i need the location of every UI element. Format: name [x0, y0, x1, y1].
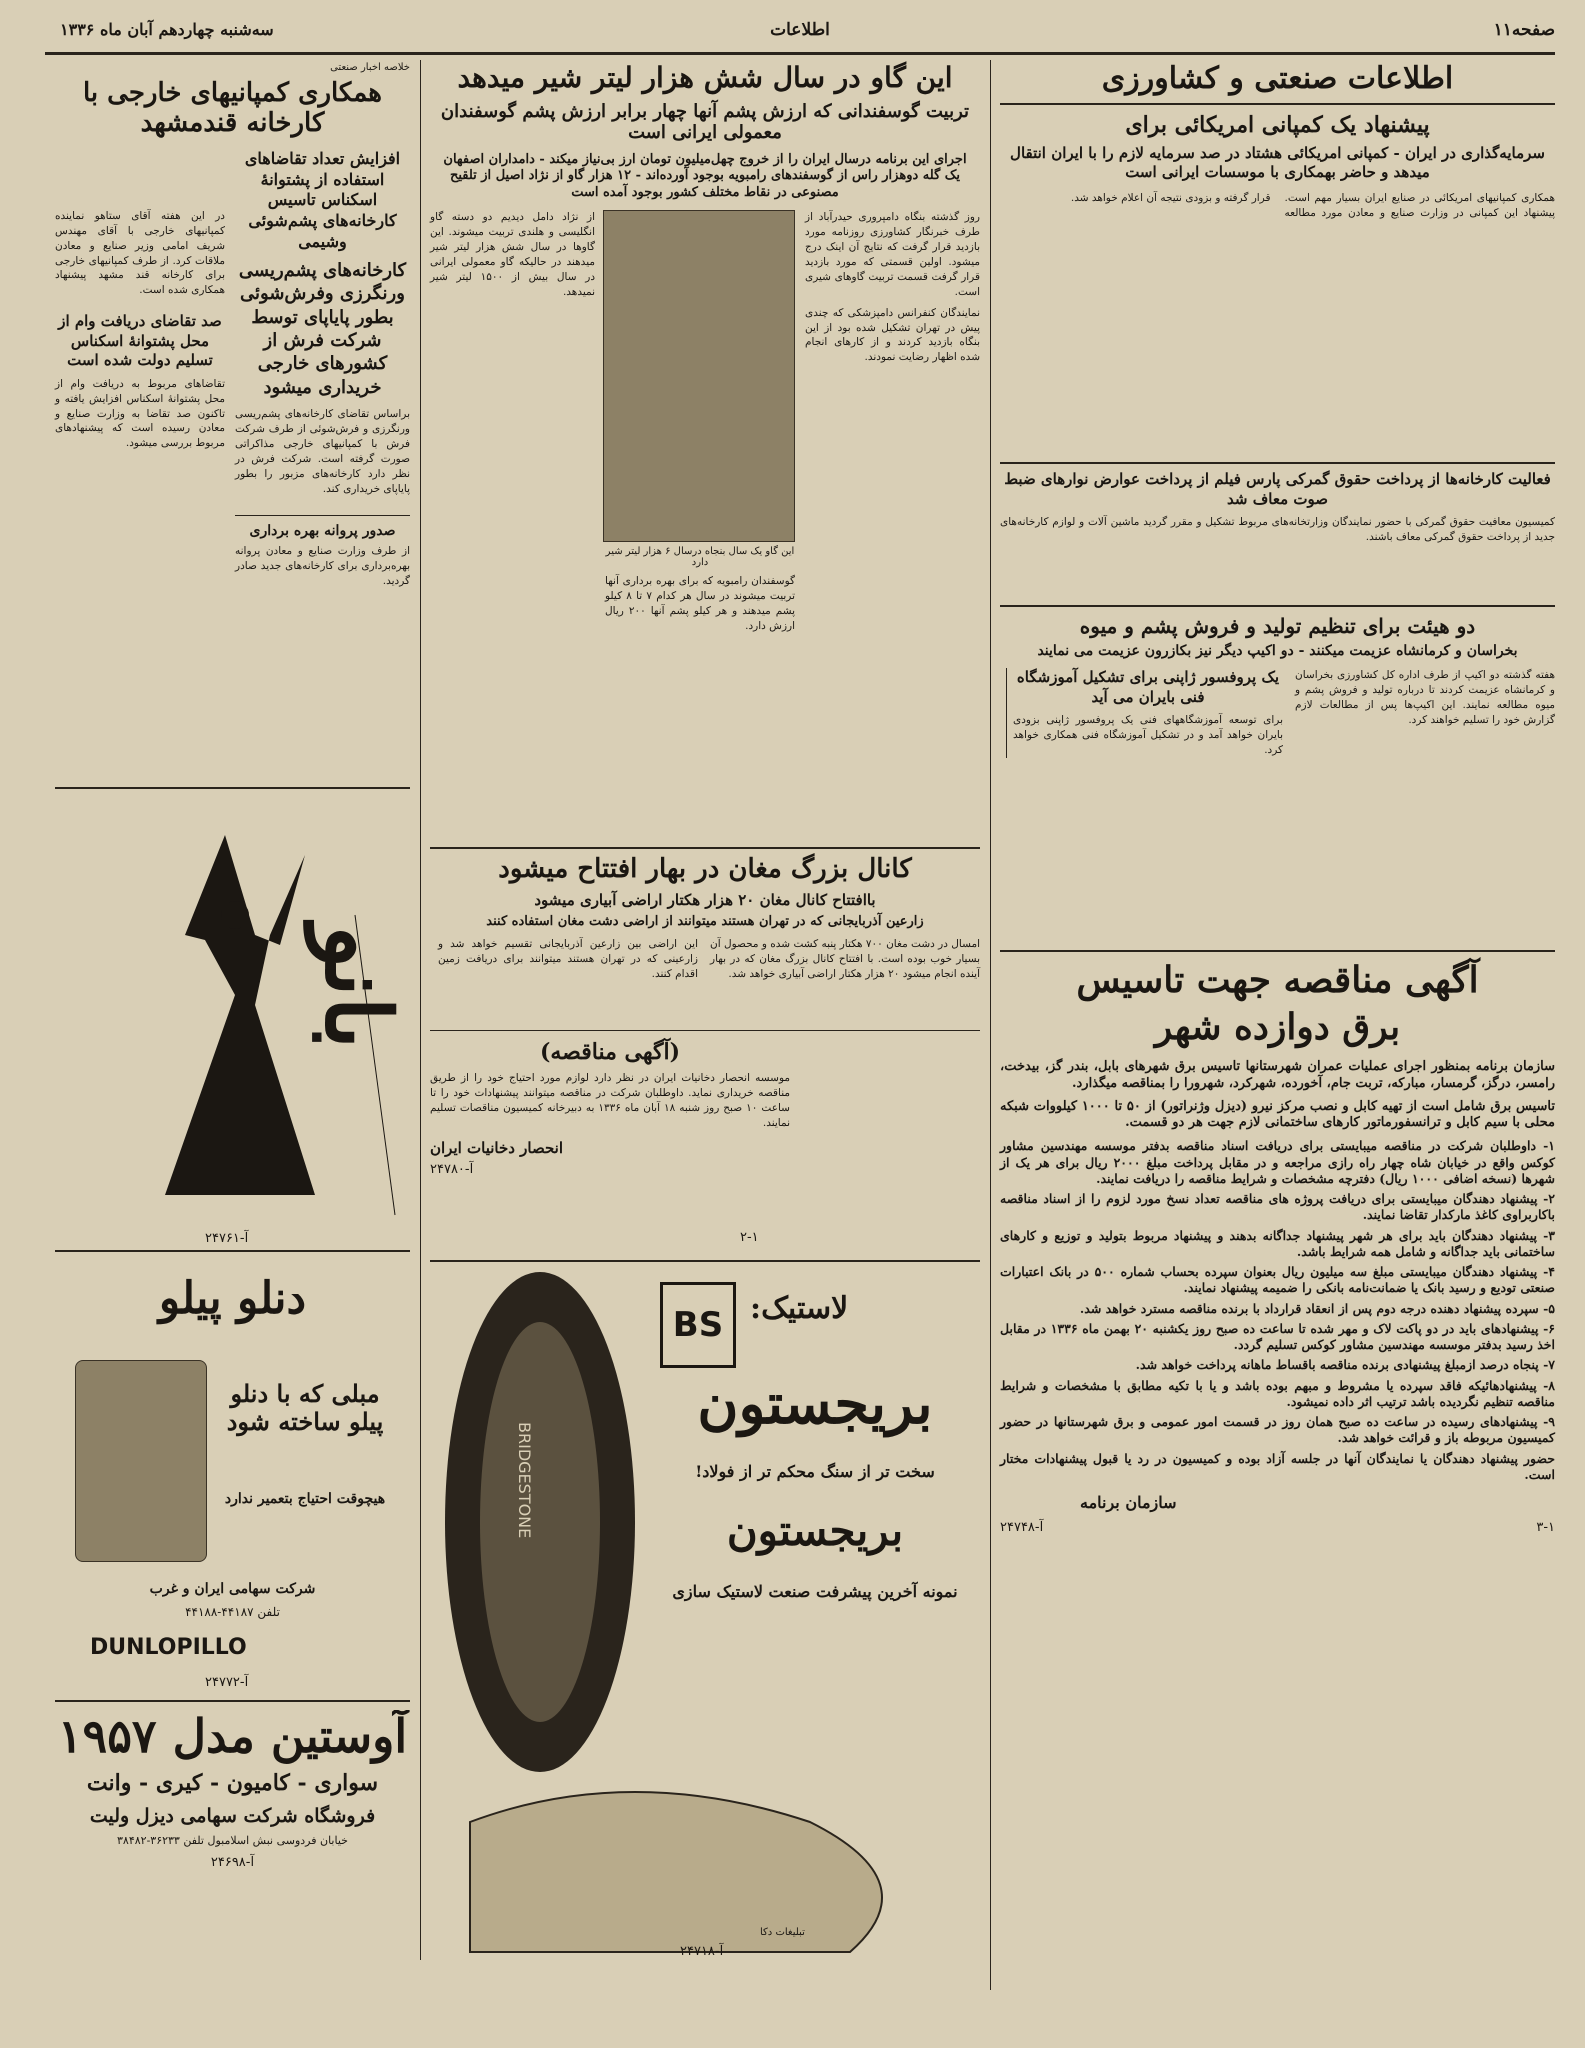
american-article — [1000, 62, 1555, 464]
austin-ad — [55, 1710, 410, 1890]
cow-photo — [603, 210, 795, 542]
cow-text-3: گوسفندان رامبویه که برای بهره برداری آنها تربیت میشوند در سال هر کدام ۷ تا ۸ کیلو پشم میدهند و هر کیلو پشم آنها ۲۰۰ ریال ارزش دارد. — [605, 575, 796, 632]
armchair-illustration — [75, 1360, 207, 1562]
col1-loan-subhead: صد تقاضای دریافت وام از محل پشتوانهٔ اسکناس تسلیم دولت شده است — [58, 312, 222, 370]
tender-clause: ۹- پیشنهادهای رسیده در ساعت ده صبح همان روز در قسمت امور عمومی و برق شهرستانها در حضور کمیسیون مربوطه باز و قرائت خواهد شد. — [1000, 1414, 1555, 1446]
canal-code: ۲-۱ — [740, 1230, 759, 1245]
dunlopillo-tagline: مبلی که با دنلو پیلو ساخته شود — [226, 1379, 384, 1436]
tobacco-tender-signature: انحصار دخانیات ایران — [430, 1138, 564, 1157]
ad-code: آ-۲۴۷۴۸ — [1000, 1519, 1044, 1535]
dunlopillo-brand: دنلو پیلو — [158, 1273, 307, 1324]
professor-headline: یک پروفسور ژاپنی برای تشکیل آموزشگاه فنی بایران می آید — [1016, 668, 1280, 706]
banu-brand: بانو — [304, 925, 410, 1050]
dunlopillo-phone: تلفن ۴۴۱۸۷-۴۴۱۸۸ — [185, 1605, 280, 1619]
canal-subhead-2: زارعین آذربایجانی که در تهران هستند میتوانند از اراضی دشت مغان استفاده کنند — [486, 914, 924, 930]
agency-credit: تبلیغات دکا — [760, 1927, 805, 1938]
customs-text: کمیسیون معافیت حقوق گمرکی با حضور نمایندگان وزارتخانه‌های مربوط تشکیل و مقرر گردید ماشین آلات و لوازم کارخانه‌های جدید از پرداخت حقوق گمرکی معاف باشند. — [1000, 516, 1555, 543]
col1-headline: همکاری کمپانیهای خارجی با کارخانه قندمشهد — [82, 78, 383, 138]
issue-date: سه‌شنبه چهاردهم آبان ماه ۱۳۳۶ — [60, 20, 274, 39]
wool-headline: دو هیئت برای تنظیم تولید و فروش پشم و میوه — [1079, 614, 1476, 638]
col1-text-3: تقاضاهای مربوط به دریافت وام از محل پشتوانهٔ اسکناس افزایش یافته و تاکنون صد تقاضا به وزارت صنایع و معادن رسیده است که پیشنهادهای مربوط بررسی میشود. — [55, 377, 225, 450]
customs-headline: فعالیت کارخانه‌ها از پرداخت حقوق گمرکی پارس فیلم از پرداخت عوارض نوارهای ضبط صوت معاف شد — [1004, 470, 1551, 508]
column-rule — [990, 60, 991, 1990]
bridgestone-brand: بریجستون — [697, 1371, 933, 1437]
canal-text: امسال در دشت مغان ۷۰۰ هکتار پنبه کشت شده و محصول آن بسیار خوب بوده است. با افتتاح کانال بزرگ مغان که در بهار آینده انجام میشود ۲۰ هزار هکتار اراضی آبیاری خواهد شد. — [710, 938, 980, 981]
canal-text-2: این اراضی بین زارعین آذربایجانی تقسیم خواهد شد و زارعینی که در تهران هستند میتوانند برای دریافت زمین اقدام کنند. — [438, 938, 698, 981]
col1-text: براساس تقاضای کارخانه‌های پشم‌ریسی ورنگرزی و فرش‌شوئی از طرف شرکت فرش با کمپانیهای خارجی مذاکراتی صورت گرفته است. شرکت فرش در نظر دارد کارخانه‌های مزبور را بطور پایاپای خریداری کند. — [235, 408, 410, 495]
cow-subheadline: تربیت گوسفندانی که ارزش پشم آنها چهار برابر ارزش پشم گوسفندان معمولی ایرانی است — [440, 101, 970, 143]
austin-title: آوستین مدل ۱۹۵۷ — [57, 1710, 408, 1763]
banu-ad — [55, 795, 410, 1252]
professor-text: برای توسعه آموزشگاههای فنی یک پروفسور ژاپنی بزودی بایران خواهد آمد و در تشکیل آموزشگاه فنی همکاری خواهد کرد. — [1013, 714, 1283, 756]
american-text: همکاری کمپانیهای امریکائی در صنایع ایران بسیار مهم است. پیشنهاد این کمپانی در وزارت صنایع و معادن مورد مطالعه قرار گرفته و بزودی نتیجه آن اعلام خواهد شد. — [1070, 191, 1555, 219]
bridgestone-ad — [430, 1260, 980, 1962]
tender-code-2: ۳-۱ — [1536, 1519, 1555, 1535]
ad-code: آ-۲۴۷۶۱ — [205, 1231, 249, 1246]
page-number: صفحه۱۱ — [1493, 20, 1555, 40]
dunlopillo-ad — [55, 1260, 410, 1702]
tender-clause: ۶- پیشنهادهای باید در دو پاکت لاک و مهر شده تا ساعت ده صبح روز یکشنبه ۲۰ بهمن ماه ۱۳۳۶ در مقابل اخذ رسید بدفتر موسسه مهندسین مشاور کوکس تسلیم گردد. — [1000, 1320, 1555, 1353]
american-headline: پیشنهاد یک کمپانی امریکائی برای — [1125, 111, 1430, 138]
ad-code: آ-۲۴۷۸۰ — [430, 1162, 474, 1178]
american-subhead: سرمایه‌گذاری در ایران - کمپانی امریکائی هشتاد در صد سرمایه لازم را با ایران انتقال میدهد و حاضر بهمکاری با موسسات ایرانی است — [1010, 143, 1545, 182]
bridgestone-label: لاستیک: — [750, 1291, 849, 1326]
customs-article — [1000, 470, 1555, 607]
cow-text: روز گذشته بنگاه دامپروری حیدرآباد از طرف خبرنگار کشاورزی روزنامه مورد بازدید قرار گرفت که نتایج آن اینک درج میشود. اولین قسمتی که مورد بازدید قرار گرفت قسمت تربیت گاوهای شیری است. — [805, 211, 980, 298]
tender-clause: ۵- سپرده پیشنهاد دهنده درجه دوم پس از انعقاد قرارداد با برنده مناقصه مسترد خواهد شد. — [1079, 1300, 1555, 1316]
canal-article — [430, 855, 980, 1031]
industrial-news-column — [55, 62, 410, 789]
cow-text-4: نمایندگان کنفرانس دامپزشکی که چندی پیش در تهران تشکیل شده بود از این بنگاه بازدید کردند و از کارهای انجام شده اظهار رضایت نمودند. — [805, 306, 980, 364]
austin-models: سواری - کامیون - کیری - وانت — [86, 1769, 379, 1796]
col1-text-4: از طرف وزارت صنایع و معادن پروانه بهره‌برداری برای کارخانه‌های جدید صادر گردید. — [235, 544, 410, 587]
tender-clause: ۱- داوطلبان شرکت در مناقصه میبایستی برای دریافت اسناد مناقصه بدفتر موسسه مهندسین مشاور کوکس واقع در خیابان شاه چهار راه رازی مراجعه و در مقابل پرداخت مبلغ ۲۰۰۰ ریال برای هر یک از شهرها (نسخه اضافی ۱۰۰۰ ریال) دفترچه مشخصات و شرایط مناقصه را دریافت نمایند. — [1000, 1138, 1555, 1186]
col1-text-2: در این هفته آقای ستاهو نماینده کمپانیهای خارجی با آقای مهندس شریف امامی وزیر صنایع و معادن ملاقات کرد. از طرف کمپانیهای خارجی برای کارخانه قند مشهد پیشنهاد همکاری شده است. — [55, 209, 225, 297]
power-tender — [1000, 960, 1555, 1970]
power-tender-scope: تاسیس برق شامل است از تهیه کابل و نصب مرکز نیرو (دیزل وژنراتور) از ۵۰ تا ۱۰۰۰ کیلووات شبکه محلی با سیم کابل و ترانسفورماتور کارهای ساختمانی لازم جهت هر دو قسمت. — [1000, 1098, 1555, 1131]
ad-code: آ-۲۴۷۱۸ — [680, 1944, 724, 1959]
tobacco-tender — [430, 1040, 790, 1250]
masthead-rule — [45, 52, 1555, 55]
tender-clause: ۳- پیشنهاد دهندگان باید برای هر شهر پیشنهاد جداگانه بدهند و پیشنهاد مربوط بتولید و توزیع و کارهای ساختمانی باید جداگانه و شامل همه شرایط باشد. — [1000, 1227, 1555, 1259]
canal-subhead: باافتتاح کانال مغان ۲۰ هزار هکتار اراضی آبیاری میشود — [534, 890, 876, 909]
power-tender-title: آگهی مناقصه جهت تاسیس — [1076, 959, 1479, 1001]
dunlopillo-tagline-2: هیچوقت احتیاج بتعمیر ندارد — [224, 1491, 386, 1507]
tobacco-tender-title: (آگهی مناقصه) — [539, 1039, 681, 1065]
col1-subhead: افزایش تعداد تقاضاهای استفاده از پشتوانهٔ اسکناس تاسیس کارخانه‌های پشم‌شوئی وشیمی — [244, 148, 401, 251]
bridgestone-tagline: سخت تر از سنگ محکم تر از فولاد! — [695, 1462, 935, 1481]
cow-photo-caption: این گاو یک سال بنجاه درسال ۶ هزار لیتر شیر دارد — [605, 546, 795, 569]
bridgestone-brand-2: بریجستون — [726, 1506, 904, 1555]
tender-clause: حضور پیشنهاد دهندگان یا نمایندگان آنها در جلسه آزاد بوده و کمیسیون در رد یا قبول پیشنهادات مختار است. — [1000, 1450, 1555, 1482]
tender-clause: ۷- پنجاه درصد ازمبلغ پیشنهادی برنده مناقصه باقساط ماهانه پرداخت خواهد شد. — [1135, 1357, 1555, 1373]
bs-logo: BS — [660, 1282, 736, 1368]
col1-subhead-2: کارخانه‌های پشم‌ریسی ورنگرزی وفرش‌شوئی بطور پایاپای توسط شرکت فرش از کشورهای خارجی خریداری میشود — [238, 259, 407, 398]
section-banner: اطلاعات صنعتی و کشاورزی — [1000, 62, 1555, 105]
dunlopillo-latin: DUNLOPILLO — [90, 1635, 247, 1660]
cow-text-2: از نژاد دامل دیدیم دو دسته گاو انگلیسی و هلندی تربیت میشوند. این گاوها در سال شش هزار لیتر شیر میدهند در حالیکه گاو معمولی ایرانی در سال بیش از ۱۵۰۰ لیتر شیر نمیدهد. — [430, 211, 595, 298]
cow-lead: اجرای این برنامه درسال ایران را از خروج چهل‌میلیون تومان ارز بی‌نیاز میکند - دامداران اصفهان یک گله دوهزار راس از گوسفندهای رامبویه بوجود آورده‌اند - ۱۲ هزار گاو از نژاد اصیل از تلقیح مصنوعی در نقاط مختلف کشور بوجود آمده است — [443, 151, 967, 201]
wool-subhead: بخراسان و کرمانشاه عزیمت میکنند - دو اکیپ دیگر نیز بکازرون عزیمت می نمایند — [1037, 643, 1518, 659]
tobacco-tender-text: موسسه انحصار دخانیات ایران در نظر دارد لوازم مورد احتیاج خود را از طریق مناقصه خریداری نماید. داوطلبان شرکت در مناقصه میتوانند پیشنهادات خود را تا ساعت ۱۰ صبح روز شنبه ۱۸ آبان ماه ۱۳۳۶ به دبیرخانه کمیسیون مناقصات تسلیم نمایند. — [430, 1072, 790, 1130]
canal-headline: کانال بزرگ مغان در بهار افتتاح میشود — [498, 854, 912, 884]
wool-article — [1000, 615, 1555, 952]
ad-code: آ-۲۴۷۷۲ — [205, 1675, 249, 1690]
section-tag: خلاصه اخبار صنعتی — [330, 62, 410, 73]
dunlopillo-dealer: شرکت سهامی ایران و غرب — [149, 1581, 316, 1597]
tender-clause: ۴- پیشنهاد دهندگان میبایستی مبلغ سه میلیون ریال بعنوان سپرده بحساب شماره ۵۰۰ در بانک اعتبارات صنعتی تودیع و رسید بانک یا ضمانت‌نامه بانکی را ضمیمه پیشنهاد نمایند. — [1000, 1264, 1555, 1296]
wool-text: هفته گذشته دو اکیپ از طرف اداره کل کشاورزی بخراسان و کرمانشاه عزیمت کردند تا درباره تولید و فروش پشم و میوه مطالعه نمایند. این اکیپ‌ها پس از مطالعات لازم گزارش خود را تسلیم خواهند کرد. — [1295, 669, 1555, 726]
cow-headline: این گاو در سال شش هزار لیتر شیر میدهد — [457, 61, 953, 94]
col1-subhead-3: صدور پروانه بهره برداری — [235, 515, 410, 540]
austin-dealer: فروشگاه شرکت سهامی دیزل ولیت — [89, 1805, 376, 1828]
paper-name: اطلاعات — [770, 20, 830, 40]
tender-clause: ۲- پیشنهاد دهندگان میبایستی برای دریافت پروژه های مناقصه تعداد نسخ مورد لزوم را از اسناد مناقصه باکاربراوی کاغذ مارکدار تقاضا نمایند. — [1000, 1191, 1555, 1223]
ad-code: آ-۲۴۶۹۸ — [210, 1855, 255, 1871]
bridgestone-tagline-2: نمونه آخرین پیشرفت صنعت لاستیک سازی — [672, 1582, 958, 1601]
austin-address: خیابان فردوسی نبش اسلامبول تلفن ۳۶۲۳۳-۳۸۴۸۲ — [117, 1834, 348, 1848]
power-tender-title-2: برق دوازده شهر — [1154, 1006, 1401, 1049]
power-tender-signature: سازمان برنامه — [1080, 1493, 1177, 1513]
tire-brand-text: BRIDGESTONE — [515, 1422, 534, 1539]
tender-clause: ۸- پیشنهادهائیکه فاقد سپرده یا مشروط و مبهم بوده باشد و یا با تکیه مطابق با مشخصات و شرایط مناقصه تنظیم نگردیده باشد ترتیب اثر داده نمیشود. — [1000, 1377, 1555, 1409]
cow-article — [430, 62, 980, 849]
power-tender-intro: سازمان برنامه بمنظور اجرای عملیات عمران شهرستانها تاسیس برق شهرهای بابل، بندر گز، بیدخت، رامسر، درگز، گرمسار، مبارکه، تربت جام، آخورده، شهرکرد، شهرورا را بمناقصه میگذارد. — [1000, 1058, 1555, 1091]
column-rule — [420, 60, 421, 1960]
